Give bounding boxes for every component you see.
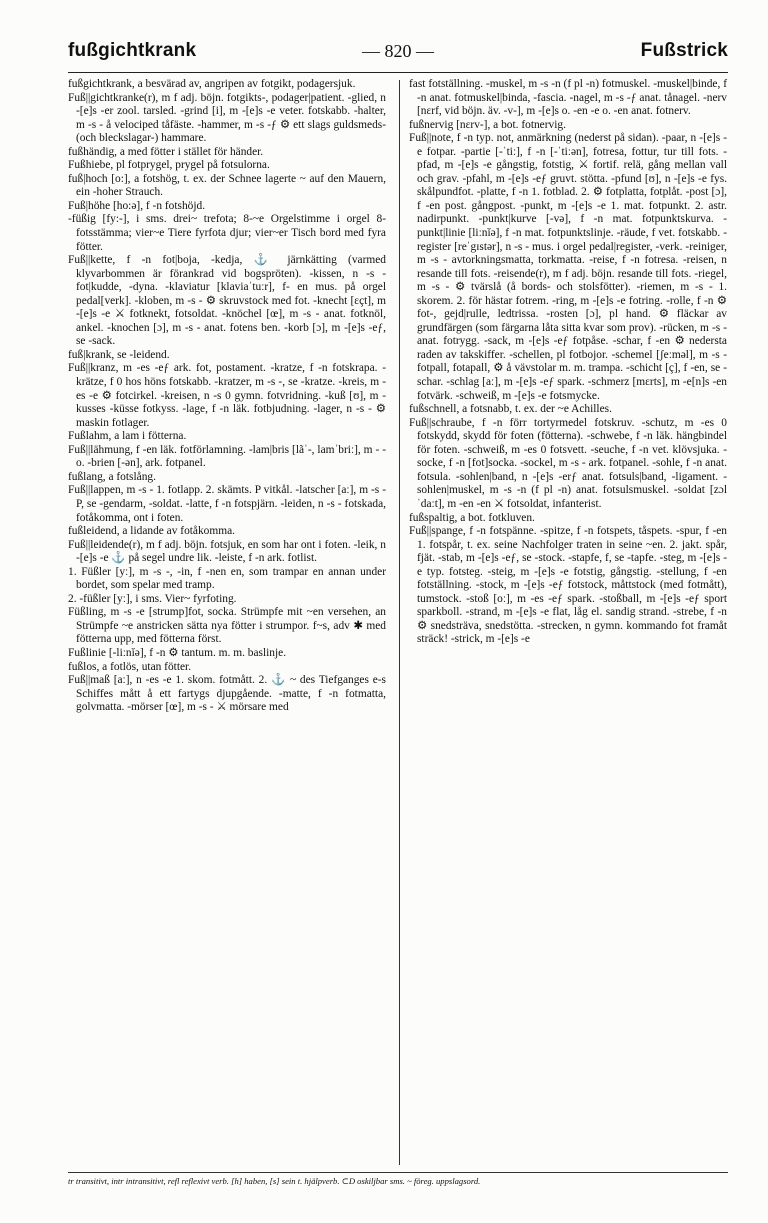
dictionary-entry: fußhändig, a med fötter i stället för händer. <box>68 145 264 158</box>
column-divider <box>399 80 400 1165</box>
dictionary-entry: Fuß||kette, f -n fot|boja, -kedja, ⚓ järnkätting (varmed klyvarbommen är förankrad vid bogspröten). -kissen, n -s - fot|kudde, -dyna. -klaviatur [klaviaˈtuːr], f- en mus. på orgel pedal[verk]. -kloben, m -s - ⚙ skruvstock med fot. -knecht [ɛçt], m -[e]s -e ⚔ fotknekt, fotsoldat. -knöchel [œ], m -s - anat. fotknöl, ankel. -knochen [ɔ], m -s - anat. fotens ben. -korb [ɔ], m -[e]s -eƒ, se -sack. <box>68 254 386 348</box>
dictionary-entry: Fuß||leidende(r), m f adj. böjn. fotsjuk, en som har ont i foten. -leik, n -[e]s -e ⚓ på segel undre lik. -leiste, f -n ark. fotlist. <box>68 538 386 565</box>
page-header <box>68 40 728 66</box>
dictionary-entry: -füßig [fy:-], i sms. drei~ trefota; 8-~e Orgelstimme i orgel 8-fotsstämma; vier~e Tiere fyrfota djur; vier~er Tisch bord med fyra fötter. <box>68 213 386 253</box>
left-column <box>68 78 386 715</box>
dictionary-entry: Fuß||schraube, f -n förr tortyrmedel fotskruv. -schutz, m -es 0 fotskydd, skydd för foten (fötterna). -schwebe, f -n läk. hängbindel för foten. -schweiß, m -es 0 fotsvett. -seuche, f -n vet. klövsjuka. -socke, f -n [fot]socka. -sockel, m -s - ark. fotpanel. -sohle, f -n anat. fotsula. -sohlen|band, n -[e]s -erƒ anat. fotsuls|band, -ligament. -sohlen|muskel, m -s -n (f pl -n) anat. fotsulsmuskel. -soldat [zɔlˈdaːt], m -en -en ⚔ fotsoldat, infanterist. <box>409 416 727 510</box>
dictionary-entry: Fuß||gichtkranke(r), m f adj. böjn. fotgikts-, podager|patient. -glied, n -[e]s -er zool. tarsled. -grind [i], m -[e]s -e veter. fotskabb. -halter, m -s - å velociped tåfäste. -hammer, m -s -ƒ ⚙ ett slags guldsmeds- (och bleckslagar-) hammare. <box>68 91 386 145</box>
abbreviation-footer: tr transitivt, intr intransitivt, refl reflexivt verb. [h] haben, [s] sein t. hjälpverb. ⊂D oskiljbar sms. ~ föreg. uppslagsord. <box>68 1176 481 1186</box>
dictionary-entry: Fuß||kranz, m -es -eƒ ark. fot, postament. -kratze, f -n fotskrapa. -krätze, f 0 hos höns fotskabb. -kratzer, m -s -, se -kratze. -kreis, m -es -e ⚙ fotcirkel. -kreisen, n -s 0 gymn. fotvridning. -kuß [ʊ], m -kusses -küsse fotkyss. -lage, f -n läk. fotbjudning. -lager, n -s - ⚙ maskin fotlager. <box>68 362 386 429</box>
dictionary-entry: fußgichtkrank, a besvärad av, angripen av fotgikt, podagersjuk. <box>68 78 356 90</box>
dictionary-entry: fußlang, a fotslång. <box>68 470 156 483</box>
dictionary-entry: Fuß||lähmung, f -en läk. fotförlamning. -lam|bris [lãˈ-, lamˈbriː], m - - o. -brien [-ən], ark. fotpanel. <box>68 443 386 470</box>
dictionary-entry: Füßling, m -s -e [strump]fot, socka. Strümpfe mit ~en versehen, an Strümpfe ~e anstricken sätta nya fötter i strumpor. f~s, adv ✱ med fötterna upp, med fötterna först. <box>68 606 386 646</box>
dictionary-entry: Fußhiebe, pl fotprygel, prygel på fotsulorna. <box>68 159 270 172</box>
dictionary-entry: Fuß||maß [aː], n -es -e 1. skom. fotmått. 2. ⚓ ~ des Tiefganges e-s Schiffes mått å ett fartygs djupgående. -matte, f -n fotmatta, golvmatta. -mörser [œ], m -s - ⚔ mörsare med <box>68 674 386 714</box>
dictionary-entry: fuß|krank, se -leidend. <box>68 348 170 361</box>
dictionary-entry: fußnervig [nɛrv-], a bot. fotnervig. <box>409 118 566 131</box>
dictionary-entry: 2. -füßler [yː], i sms. Vier~ fyrfoting. <box>68 592 237 605</box>
dictionary-entry: fußleidend, a lidande av fotåkomma. <box>68 525 236 538</box>
header-rule <box>68 72 728 73</box>
dictionary-entry: Fuß||spange, f -n fotspänne. -spitze, f -n fotspets, tåspets. -spur, f -en 1. fotspår, t. ex. seine Nachfolger traten in seine ~en. 2. jakt. spår, fjät. -stab, m -[e]s -eƒ, se -stock. -stapfe, f, se -tapfe. -steg, m -[e]s -e typ. fotsteg. -steig, m -[e]s -e fotstig, gångstig. -stellung, f -en fotställning. -stock, m -[e]s -eƒ fotstock, måttstock (med fotmått), tumstock. -stoß [oː], m -es -eƒ spark. -stoßball, m -[e]s -eƒ sport sparkboll. -strand, m -[e]s -e flat, låg el. sandig strand. -strebe, f -n ⚙ snedsträva, snedstötta. -strecken, n gymn. kommando fot framåt sträck! -strick, m -[e]s -e <box>409 525 727 646</box>
page-number: — 820 — <box>362 41 434 61</box>
dictionary-entry: fußspaltig, a bot. fotkluven. <box>409 511 535 524</box>
dictionary-entry: fußschnell, a fotsnabb, t. ex. der ~e Achilles. <box>409 403 612 416</box>
dictionary-entry: Fußlinie [-liːnĭə], f -n ⚙ tantum. m. m. baslinje. <box>68 646 287 659</box>
dictionary-entry: Fußlahm, a lam i fötterna. <box>68 430 187 443</box>
dictionary-entry: 1. Füßler [yː], m -s -, -in, f -nen en, som trampar en annan under bordet, som spelar med tramp. <box>68 565 386 592</box>
header-guide-word-left: fußgichtkrank <box>68 40 197 61</box>
dictionary-entry: fußlos, a fotlös, utan fötter. <box>68 660 192 673</box>
dictionary-entry: Fuß|höhe [ho:ə], f -n fotshöjd. <box>68 199 206 212</box>
right-column <box>409 78 727 647</box>
header-guide-word-right: Fußstrick <box>640 40 728 61</box>
dictionary-entry: Fuß||lappen, m -s - 1. fotlapp. 2. skämts. P vitkål. -latscher [aː], m -s - P, se -gendarm, -soldat. -latte, f -n fotspjärn. -leiden, n -s - fotskada, fotåkomma, ont i foten. <box>68 484 386 524</box>
dictionary-entry: fuß|hoch [o:], a fotshög, t. ex. der Schnee lagerte ~ auf den Mauern, ein -hoher Strauch. <box>68 172 386 199</box>
footer-rule <box>68 1172 728 1173</box>
dictionary-entry: fast fotställning. -muskel, m -s -n (f pl -n) fotmuskel. -muskel|binde, f -n anat. fotmuskel|binda, -fascia. -nagel, m -s -ƒ anat. tånagel. -nerv [nɛrf, vid böjn. äv. -v-], m -[e]s o. -en -e o. -en anat. fotnerv. <box>409 78 727 118</box>
dictionary-entry: Fuß||note, f -n typ. not, anmärkning (nederst på sidan). -paar, n -[e]s -e fotpar. -partie [-ˈtiː], f -n [-ˈtiːən], fotresa, fottur, tur till fots. -pfad, m -[e]s -e gångstig, fotstig, ⚔ fortif. relä, gång mellan vall och grav. -pfahl, m -[e]s -eƒ gruvt. stötta. -pfund [ʊ], n -[e]s -e fys. skålpundfot. -platte, f -n 1. fotblad. 2. ⚙ fotplatta, fotplåt. -post [ɔ], f -en post. gångpost. -punkt, m -[e]s -e 1. mat. fotpunkt. 2. astr. nadirpunkt. -punkt|kurve [-və], f -n mat. fotpunktskurva. -punkt|linie [liːnĭə], f -n mat. fotpunktslinje. -räude, f vet. fotskabb. -register [reˈgɪstər], n -s - mus. i orgel pedal|register, -verk. -reiniger, m -s - avtorkningsmatta, torkmatta. -reise, f -n fotresa. -reisen, n resande till fots. -reisende(r), m f adj. böjn. resande till fots. -riegel, m -s - ⚙ tvärslå (å bords- och stolsfötter). -riemen, m -s - 1. skorem. 2. för hästar fotrem. -ring, m -[e]s -e fotring. -rolle, f -n ⚙ fot-, gejd|rulle, ledtrissa. -rosten [ɔ], pl hand. ⚙ fläckar av grundfärgen (som färgarna låta sitta kvar som prov). -rücken, m -s - anat. fotrygg. -sack, m -[e]s -eƒ fotpåse. -schar, f -en ⚙ nedersta raden av takskiffer. -schellen, pl fotbojor. -schemel [ʃeːməl], m -s - fotpall, fotapall, ⚙ å vävstolar m. m. trampa. -schicht [ç], f -en, se -schar. -schlag [aː], m -[e]s -eƒ spark. -schmerz [mɛrts], m -e[n]s -en fotvärk. -schweiß, m -[e]s -e fotsmycke. <box>409 132 727 402</box>
